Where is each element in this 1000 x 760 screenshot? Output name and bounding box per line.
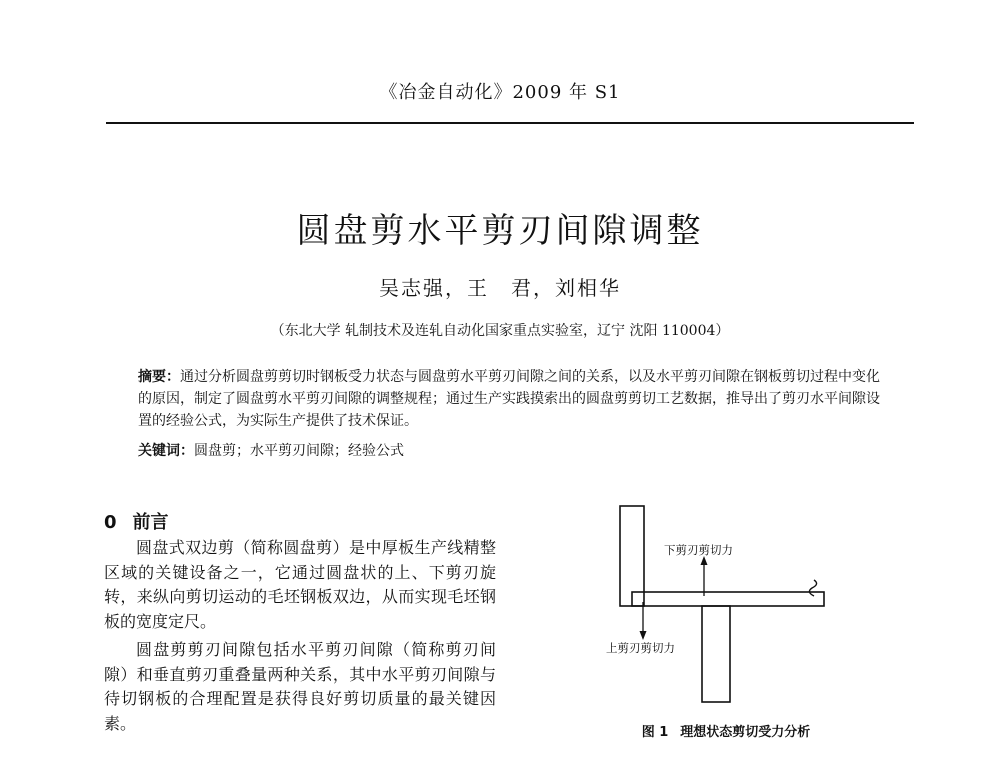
lower-force-arrowhead	[701, 556, 708, 565]
paper-authors: 吴志强，王 君，刘相华	[379, 276, 621, 300]
header-rule	[106, 122, 914, 124]
paper-affiliation: （东北大学 轧制技术及连轧自动化国家重点实验室，辽宁 沈阳 110004）	[270, 323, 730, 339]
keywords	[138, 440, 888, 462]
journal-header: 《冶金自动化》2009 年 S1	[379, 82, 621, 103]
abstract-text: 通过分析圆盘剪剪切时钢板受力状态与圆盘剪水平剪刃间隙之间的关系，以及水平剪刃间隙在钢板剪切过程中变化的原因，制定了圆盘剪水平剪刃间隙的调整规程；通过生产实践摸索出的圆盘剪剪切工艺数据，推导出了剪刃水平间隙设置的经验公式，为实际生产提供了技术保证。	[138, 369, 880, 429]
section-number: 0	[104, 512, 117, 533]
lower-blade	[702, 606, 730, 702]
lower-force-label: 下剪刃剪切力	[664, 543, 733, 557]
break-mark	[809, 580, 816, 596]
section-heading	[104, 508, 169, 534]
figure-caption	[596, 721, 856, 740]
abstract-label: 摘要：	[138, 369, 180, 385]
body-paragraph: 圆盘式双边剪（简称圆盘剪）是中厚板生产线精整区域的关键设备之一，它通过圆盘状的上、下剪刃旋转，来纵向剪切运动的毛坯钢板双边，从而实现毛坯钢板的宽度定尺。	[104, 538, 496, 631]
keywords-label: 关键词：	[138, 443, 194, 459]
figure-number: 图 1	[641, 725, 669, 740]
abstract	[138, 366, 888, 432]
upper-force-label: 上剪刃剪切力	[606, 641, 675, 655]
body-paragraph: 圆盘剪剪刃间隙包括水平剪刃间隙（简称剪刃间隙）和垂直剪刃重叠量两种关系，其中水平剪刃间隙与待切钢板的合理配置是获得良好剪切质量的最关键因素。	[104, 640, 496, 733]
keywords-text: 圆盘剪；水平剪刃间隙；经验公式	[194, 443, 404, 459]
paper-title: 圆盘剪水平剪刃间隙调整	[296, 211, 704, 251]
upper-force-arrowhead	[640, 631, 647, 640]
section-title: 前言	[132, 512, 169, 533]
body-text	[104, 536, 496, 740]
upper-blade	[620, 506, 644, 606]
steel-plate	[632, 592, 824, 606]
figure-caption-text: 理想状态剪切受力分析	[680, 725, 811, 740]
shear-force-diagram	[596, 498, 856, 714]
